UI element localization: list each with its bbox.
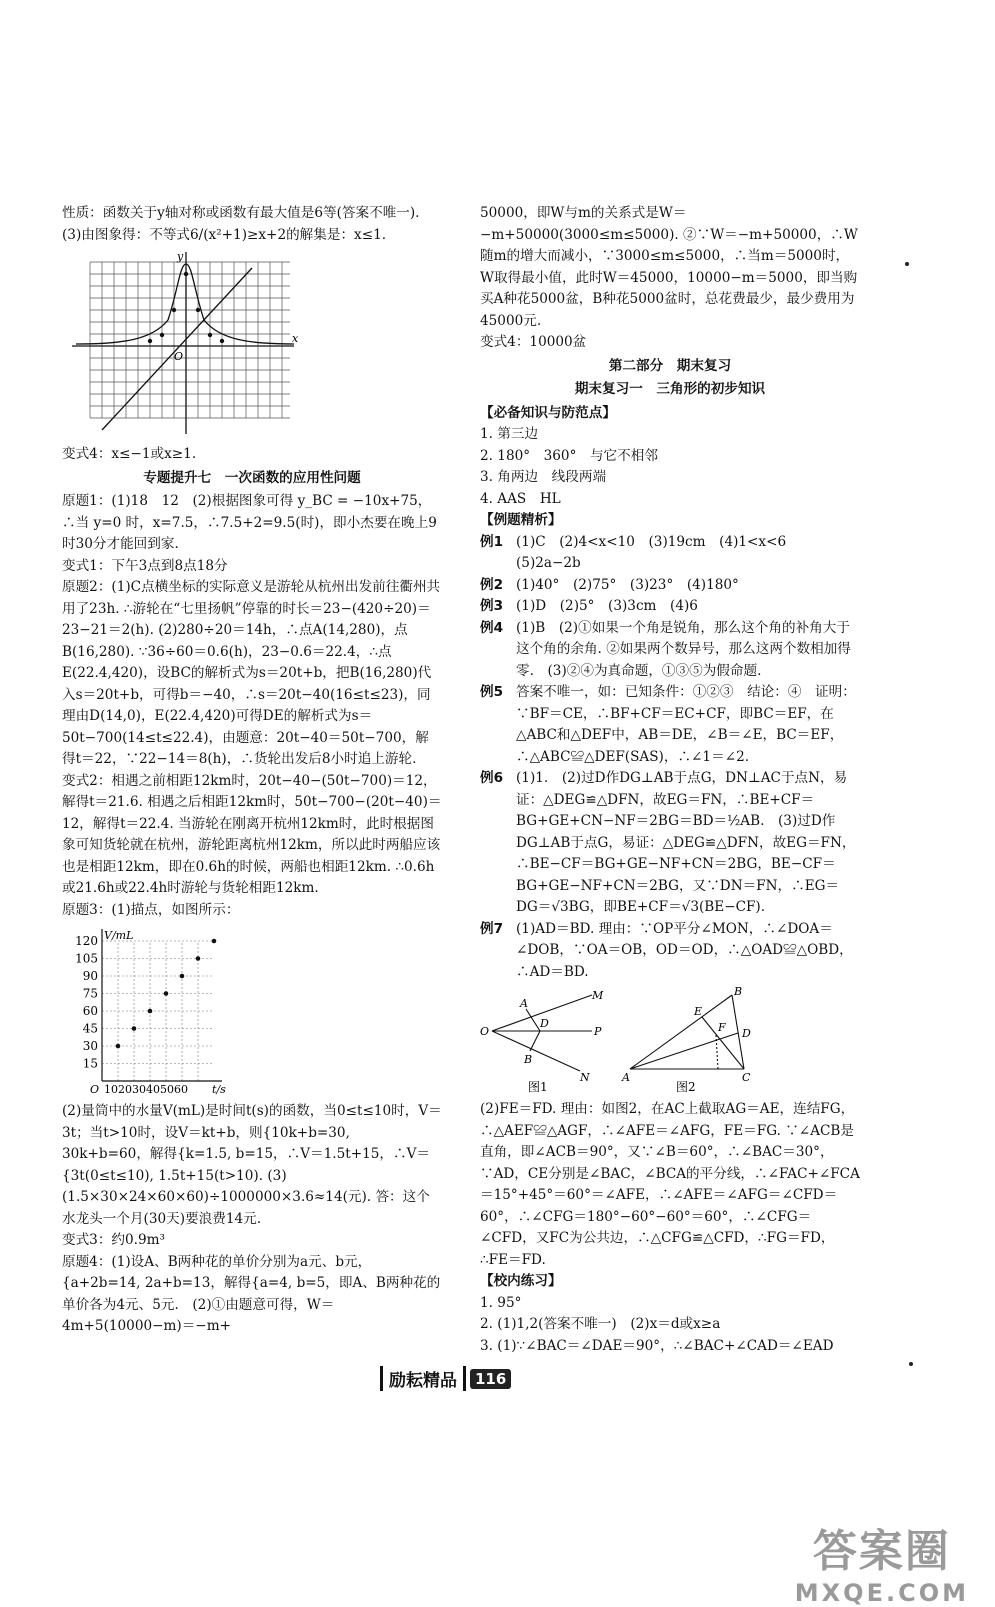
fig-label: C <box>742 1071 751 1084</box>
page-number: 116 <box>470 1369 511 1389</box>
chart-point <box>164 991 169 996</box>
example-text: (1)C (2)4<x<10 (3)19cm (4)1<x<6 (5)2a−2b <box>516 533 800 571</box>
fig-label: N <box>580 1071 590 1084</box>
example-label: 例2 <box>480 576 504 593</box>
axis-x-label: x <box>292 332 299 345</box>
chart-ytick: 45 <box>82 1021 98 1036</box>
chart-xticks: 102030405060 <box>104 1083 188 1096</box>
volume-chart <box>62 925 242 1097</box>
example-text: (1)B (2)①如果一个角是锐角，那么这个角的补角大于这个角的余角. ②如果两个数异号，那么这两个数相加得零. (3)②④为真命题，①③⑤为假命题. <box>516 619 851 679</box>
fig-label: O <box>480 1025 490 1038</box>
example-7 <box>480 919 860 984</box>
watermark <box>795 1515 969 1607</box>
fig-label: B <box>524 1053 533 1066</box>
geometry-figures <box>480 987 770 1095</box>
right-column <box>480 203 860 1357</box>
examples-tag: 【例题精析】 <box>480 512 562 528</box>
chart-point <box>180 974 185 979</box>
fig-label: D <box>540 1017 549 1030</box>
practice-3: 3. (1)∵∠BAC＝∠DAE＝90°，∴∠BAC+∠CAD＝∠EAD <box>480 1337 834 1354</box>
knowledge-4: 4. AAS HL <box>480 490 561 507</box>
fig-label: M <box>592 989 604 1002</box>
knowledge-tag: 【必备知识与防范点】 <box>480 404 616 421</box>
part-title: 第二部分 期末复习 <box>608 357 732 374</box>
chart-ytick: 105 <box>75 951 98 966</box>
fig-label: D <box>742 1027 751 1040</box>
watermark-url: MXQE.COM <box>794 1579 969 1607</box>
chart-point <box>132 1026 137 1031</box>
fig-label: B <box>734 987 743 998</box>
practice-2: 2. (1)1,2(答案不唯一) (2)x＝d或x≥a <box>480 1316 721 1332</box>
problem-4: 原题4：(1)设A、B两种花的单价分别为a元、b元，{a+2b=14, 2a+b=13，解得{a=4, b=5，即A、B两种花的单价各为4元、5元. (2)①由题意可得，W＝4m+5(10000−m)＝−m+ <box>62 1253 441 1334</box>
example-text: (1)1. (2)过D作DG⊥AB于点G，DN⊥AC于点N，易证：△DEG≌△DFN，故EG＝FN，∴BE+CF＝BG+GE+CN−NF＝2BG＝BD＝½AB. (3)过D作DG⊥AB于点G，易证：△DEG≌△DFN，故EG＝FN，∴BE−CF＝BG+GE−NF+CN＝2BG，BE−CF＝BG+GE−NF+CN＝2BG，又∵DN＝FN，∴EG＝DG＝√3BG，即BE+CF＝√3(BE−CF). <box>516 770 856 915</box>
fig-label: E <box>694 1005 703 1018</box>
chart-ylabel: V/mL <box>104 929 134 942</box>
example-text: (1)AD＝BD. 理由：∵OP平分∠MON，∴∠DOA＝∠DOB，∵OA＝OB，OD＝OD，∴△OAD≌△OBD，∴AD＝BD. <box>516 920 853 980</box>
problem-4-continued: 50000，即W与m的关系式是W＝−m+50000(3000≤m≤5000). ②∵W＝−m+50000，∴W随m的增大而减小，∵3000≤m≤5000，∴当m＝5000时，W取得最小值，此时W＝45000，10000−m＝5000，即当购买A种花5000盆，B种花5000盆时，总花费最少，最少费用为45000元. <box>480 205 858 329</box>
watermark-title: 答案圈 <box>812 1526 951 1577</box>
variant-4: 变式4：x≤−1或x≥1. <box>62 446 197 462</box>
speck <box>909 1362 913 1366</box>
chart-xlabel: t/s <box>212 1083 226 1096</box>
review-title: 期末复习一 三角形的初步知识 <box>574 381 766 397</box>
chart-ytick: 30 <box>82 1039 98 1053</box>
fig-label: P <box>594 1025 602 1038</box>
knowledge-3: 3. 角两边 线段两端 <box>480 469 607 485</box>
chart-point <box>196 956 201 961</box>
problem-1: 原题1：(1)18 12 (2)根据图象可得 y_BC = −10x+75，∴当 y=0 时，x=7.5，∴7.5+2=9.5(时)，即小杰要在晚上9时30分才能回到家. <box>62 493 437 552</box>
function-graph <box>62 250 302 440</box>
example-3 <box>480 596 860 618</box>
page-footer <box>380 1366 511 1391</box>
knowledge-2: 2. 180° 360° 与它不相邻 <box>480 447 658 464</box>
example-6 <box>480 768 860 919</box>
knowledge-1: 1. 第三边 <box>480 426 539 442</box>
example-1 <box>480 532 860 575</box>
section-title: 专题提升七 一次函数的应用性问题 <box>143 469 361 486</box>
practice-1: 1. 95° <box>480 1294 522 1311</box>
example-label: 例5 <box>480 684 504 700</box>
example-text: (1)40° (2)75° (3)23° (4)180° <box>516 576 739 593</box>
chart-point <box>116 1044 121 1049</box>
variant-4-right: 变式4：10000盆 <box>480 334 587 350</box>
figure-1-caption: 图1 <box>528 1080 548 1094</box>
chart-ytick: 15 <box>82 1056 98 1071</box>
example-text: 答案不唯一，如：已知条件：①②③ 结论：④ 证明：∵BF＝CE，∴BF+CF＝EC+CF，即BC＝EF，在△ABC和△DEF中，AB＝DE，∠B＝∠E，BC＝EF，∴△ABC≌△DEF(SAS)，∴∠1＝∠2. <box>516 684 856 765</box>
chart-origin: O <box>90 1083 100 1096</box>
speck <box>905 262 909 266</box>
figure-2-caption: 图2 <box>676 1080 696 1094</box>
chart-ytick: 60 <box>82 1004 98 1018</box>
fig-label: F <box>718 1021 726 1034</box>
variant-1: 变式1：下午3点到8点18分 <box>62 557 228 574</box>
problem-3-part2: (2)量筒中的水量V(mL)是时间t(s)的函数，当0≤t≤10时，V＝3t；当t>10时，设V＝kt+b，则{10k+b=30, 30k+b=60，解得{k=1.5, b=15，∴V＝1.5t+15，∴V＝{3t(0≤t≤10), 1.5t+15(t>10). (3)(1.5×30×24×60×60)÷1000000×3.6≈14(元). 答：这个水龙头一个月(30天)要浪费14元. <box>62 1103 442 1227</box>
origin-label: O <box>174 350 184 363</box>
answer-paragraph: 性质：函数关于y轴对称或函数有最大值是6等(答案不唯一). (3)由图象得：不等式6/(x²+1)≥x+2的解集是：x≤1. <box>62 205 420 243</box>
school-practice-tag: 【校内练习】 <box>480 1273 562 1289</box>
example-label: 例7 <box>480 920 504 937</box>
chart-point <box>212 939 217 944</box>
example-label: 例1 <box>480 533 504 550</box>
axis-y-label: y <box>177 250 184 263</box>
fig-label: A <box>622 1071 630 1084</box>
example-7-part2: (2)FE＝FD. 理由：如图2，在AC上截取AG＝AE，连结FG，∴△AEF≌△AGF，∴∠AFE＝∠AFG，FE＝FG. ∵∠ACB是直角，即∠ACB＝90°，又∵∠B＝60°，∴∠BAC＝30°，∵AD，CE分别是∠BAC，∠BCA的平分线，∴∠FAC+∠FCA＝15°+45°＝60°＝∠AFE，∴∠AFE＝∠AFG＝∠CFD＝60°，∴∠CFG＝180°−60°−60°＝60°，∴∠CFG＝∠CFD，又FC为公共边，∴△CFG≌△CFD，∴FG＝FD，∴FE＝FD. <box>480 1101 860 1268</box>
left-column <box>62 203 442 1338</box>
fig-label: A <box>520 997 528 1010</box>
problem-3: 原题3：(1)描点，如图所示： <box>62 901 240 918</box>
example-5 <box>480 682 860 768</box>
brand-logo: 励耘精品 <box>380 1366 466 1391</box>
example-label: 例3 <box>480 598 504 614</box>
problem-2: 原题2：(1)C点横坐标的实际意义是游轮从杭州出发前往衢州共用了23h. ∴游轮在“七里扬帆”停靠的时长＝23−(420÷20)＝23−21＝2(h). (2)280÷20＝14h，∴点A(14,280)，点B(16,280). ∵36÷60＝0.6(h)，23−0.6＝22.4，∴点E(22.4,420)，设BC的解析式为s＝20t+b，把B(16,280)代入s＝20t+b，可得b＝−40，∴s＝20t−40(16≤t≤23)，同理由D(14,0)，E(22.4,420)可得DE的解析式为s＝50t−700(14≤t≤22.4)，由题意：20t−40＝50t−700，解得t＝22，∵22−14＝8(h)，∴货轮出发后8小时追上游轮. <box>62 579 441 767</box>
chart-ytick: 75 <box>82 986 98 1001</box>
variant-2: 变式2：相遇之前相距12km时，20t−40−(50t−700)＝12，解得t＝21.6. 相遇之后相距12km时，50t−700−(20t−40)＝12，解得t＝22.4. 当游轮在刚离开杭州12km时，此时根据图象可知货轮就在杭州，游轮距离杭州12km，所以此时两船应该也是相距12km，即在0.6h的时候，两船也相距12km. ∴0.6h或21.6h或22.4h时游轮与货轮相距12km. <box>62 772 442 896</box>
example-text: (1)D (2)5° (3)3cm (4)6 <box>516 598 698 614</box>
example-4 <box>480 618 860 683</box>
variant-3: 变式3：约0.9m³ <box>62 1232 165 1248</box>
chart-point <box>148 1009 153 1014</box>
chart-ytick: 120 <box>75 934 98 948</box>
example-label: 例6 <box>480 770 504 786</box>
example-label: 例4 <box>480 619 504 636</box>
example-2 <box>480 575 860 597</box>
chart-ytick: 90 <box>82 969 98 983</box>
